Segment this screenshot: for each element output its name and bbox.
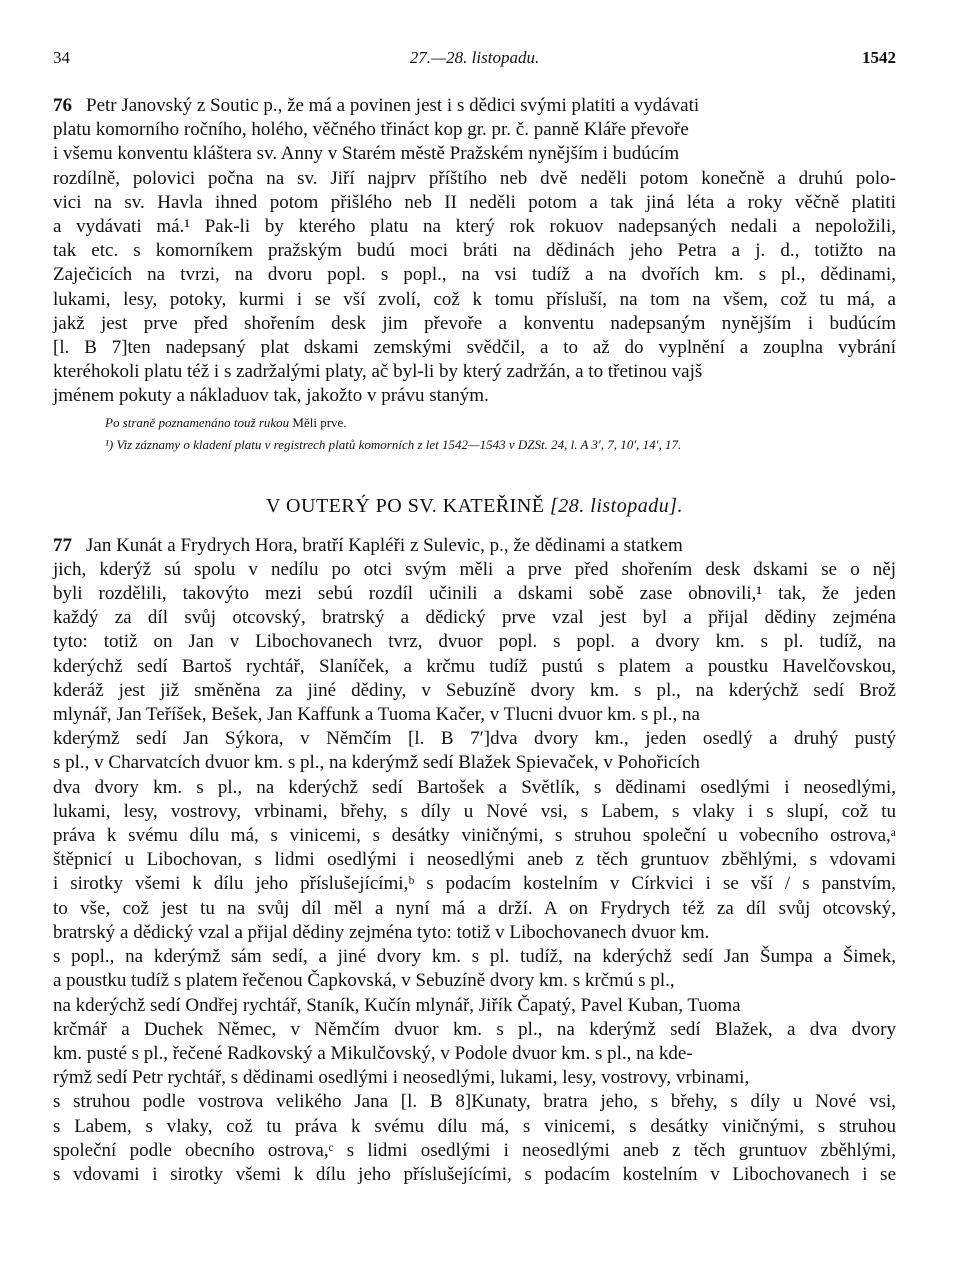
entry-76-line: tak etc. s komorníkem pražským budú moci bráti na dědinách jeho Petra a j. d., totižto na	[53, 240, 896, 262]
entry-76-line: rozdílně, polovici počna na sv. Jiří najprv příštího neb dvě neděli potom konečně a druhú polo-	[53, 167, 896, 189]
entry-76-line: i všemu konventu kláštera sv. Anny v Starém městě Pražském nynějším i budúcím	[53, 143, 680, 165]
section-heading-date: [28. listopadu].	[549, 494, 684, 517]
entry-76-line: platu komorního ročního, holého, věčného třináct kop gr. pr. č. panně Kláře převoře	[53, 119, 689, 141]
entry-77-line: jich, kderýž sú spolu v nedílu po otci svým měli a prve před shořením desk dskami se o něj	[53, 558, 896, 580]
margin-note-text: Po straně poznamenáno touž rukou	[105, 414, 290, 430]
section-heading	[53, 495, 896, 518]
entry-76-line: [l. B 7]ten nadepsaný plat dskami zemskými svědčil, a to až do vyplnění a zouplna vybrání	[53, 337, 896, 359]
record-number: 1542	[862, 48, 896, 67]
page-number: 34	[53, 48, 70, 67]
entry-77	[53, 534, 896, 1187]
entry-77-line: s vdovami i sirotky všemi k dílu jeho příslušejícími, s podacím kostelním v Libochovanech i se	[53, 1163, 896, 1185]
entry-77-line: štěpnicí u Libochovan, s lidmi osedlými i neosedlými aneb z těch gruntuov zběhlými, s vdovami	[53, 849, 896, 871]
entry-77-line: bratrský a dědický vzal a přijal dědiny zejména tyto: totiž v Libochovanech dvuor km.	[53, 921, 710, 943]
entry-76-line: jménem pokuty a nákladuov tak, jakožto v právu staným.	[53, 385, 489, 407]
entry-77-line: i sirotky všemi k dílu jeho příslušejícími,ᵇ s podacím kostelním v Církvici i se vší / s panstvím,	[53, 873, 896, 895]
entry-77-line: práva k svému dílu má, s vinicemi, s desátky viničnými, s struhou společní u vobecního ostrova,ᵃ	[53, 825, 896, 847]
margin-note-tail: Měli prve.	[292, 414, 347, 430]
entry-77-line: km. pusté s pl., řečené Radkovský a Mikulčovský, v Podole dvuor km. s pl., na kde-	[53, 1042, 693, 1064]
entry-77-line: s popl., na kderýmž sám sedí, a jiné dvory km. s pl. tudíž, na kderýchž sedí Jan Šumpa a Šimek,	[53, 946, 896, 968]
entry-77-line: s struhou podle vostrova velikého Jana [l. B 8]Kunaty, bratra jeho, s břehy, s díly u Nové vsi,	[53, 1091, 896, 1113]
entry-76-line: Zaječicích na tvrzi, na dvoru popl. s popl., na vsi tudíž a na dvořích km. s pl., dědinami,	[53, 264, 896, 286]
entry-76-number: 76	[53, 95, 72, 116]
entry-77-line: s Labem, s vlaky, což tu práva k svému dílu má, s vinicemi, s desátky viničnými, s struhou	[53, 1115, 896, 1137]
entry-77-line: kderýmž sedí Jan Sýkora, v Němčím [l. B 7′]dva dvory km., jeden osedlý a druhý pustý	[53, 728, 896, 750]
entry-76-line: vici na sv. Havla ihned potom přišlého neb II neděli potom a tak jiná léta a roky věčně platiti	[53, 191, 896, 213]
entry-77-line: na kderýchž sedí Ondřej rychtář, Staník, Kučín mlynář, Jiřík Čapatý, Pavel Kuban, Tuoma	[53, 994, 741, 1016]
entry-77-line: rýmž sedí Petr rychtář, s dědinami osedlými i neosedlými, lukami, lesy, vostrovy, vrbinami,	[53, 1067, 750, 1089]
entry-77-number: 77	[53, 534, 72, 556]
page-header	[53, 48, 896, 76]
entry-76-line: a vydávati má.¹ Pak-li by kterého platu na který rok rokuov nadepsaných nedali a nepoložili,	[53, 216, 896, 238]
document-page	[53, 48, 896, 1187]
entry-77-line: s pl., v Charvatcích dvuor km. s pl., na kderýmž sedí Blažek Spievaček, v Pohořicích	[53, 752, 700, 774]
entry-77-line: to vše, což jest tu na svůj díl měl a nyní má a drží. A on Frydrych též za díl svůj otcovský,	[53, 897, 896, 919]
running-date: 27.—28. listopadu.	[409, 48, 540, 67]
entry-77-line: kderýchž sedí Bartoš rychtář, Slaníček, a krčmu tudíž pustú s platem a poustku Havelčovskou,	[53, 655, 896, 677]
margin-note	[53, 413, 896, 433]
entry-77-line: a poustku tudíž s platem řečenou Čapkovská, v Sebuzíně dvory km. s krčmú s pl.,	[53, 970, 675, 992]
entry-76-line: kteréhokoli platu též i s zadržalými platy, ač byl-li by který zadržán, a to třetinou vajš	[53, 361, 703, 383]
entry-76-line: lukami, lesy, potoky, kurmi i se vší zvolí, což k tomu přísluší, na tom na všem, což tu má, a	[53, 288, 896, 310]
entry-77-line: dva dvory km. s pl., na kderýchž sedí Bartošek a Světlík, s dědinami osedlými i neosedlými,	[53, 776, 896, 798]
entry-77-line: krčmář a Duchek Němec, v Němčím dvuor km. s pl., na kderýmž sedí Blažek, a dva dvory	[53, 1018, 896, 1040]
section-heading-text: V OUTERÝ PO SV. KATEŘINĚ	[265, 494, 545, 517]
entry-76-line: 76 Petr Janovský z Soutic p., že má a povinen jest i s dědici svými platiti a vydávati	[53, 95, 700, 116]
entry-77-line: lukami, lesy, vostrovy, vrbinami, břehy, s díly u Nové vsi, s Labem, s vlaky i s slupí, což tu	[53, 800, 896, 822]
footnote: ¹) Viz záznamy o kladení platu v registrech platů komorních z let 1542—1543 v DZSt. 24, l. A 3′, 7, 10′, 14′, 17.	[105, 436, 682, 452]
entry-77-line: každý za díl svůj otcovský, bratrský a dědický prve vzal jest byl a přijal dědiny zejména	[53, 607, 896, 629]
entry-77-line: kderáž jest již směněna za jiné dědiny, v Sebuzíně dvory km. s pl., na kderýchž sedí Brož	[53, 679, 896, 701]
entry-77-line: tyto: totiž on Jan v Libochovanech tvrz, dvuor popl. s popl. a dvory km. s pl. tudíž, na	[53, 631, 896, 653]
entry-77-line: společní podle obecního ostrova,ᶜ s lidmi osedlými i neosedlými aneb z těch gruntuov zběhlými,	[53, 1139, 896, 1161]
entry-77-line: 77 Jan Kunát a Frydrych Hora, bratří Kapléři z Sulevic, p., že dědinami a statkem	[53, 534, 683, 556]
entry-77-line: mlynář, Jan Teříšek, Bešek, Jan Kaffunk a Tuoma Kačer, v Tlucni dvuor km. s pl., na	[53, 704, 700, 726]
entry-77-line: byli rozdělili, takovýto mezi sebú rozdíl učinili a dskami sobě zase obnovili,¹ tak, že jeden	[53, 583, 896, 605]
entry-76	[53, 94, 896, 409]
entry-76-line: jakž jest prve před shořením desk jim převoře a konventu nadepsaným nynějším i budúcím	[53, 312, 896, 334]
